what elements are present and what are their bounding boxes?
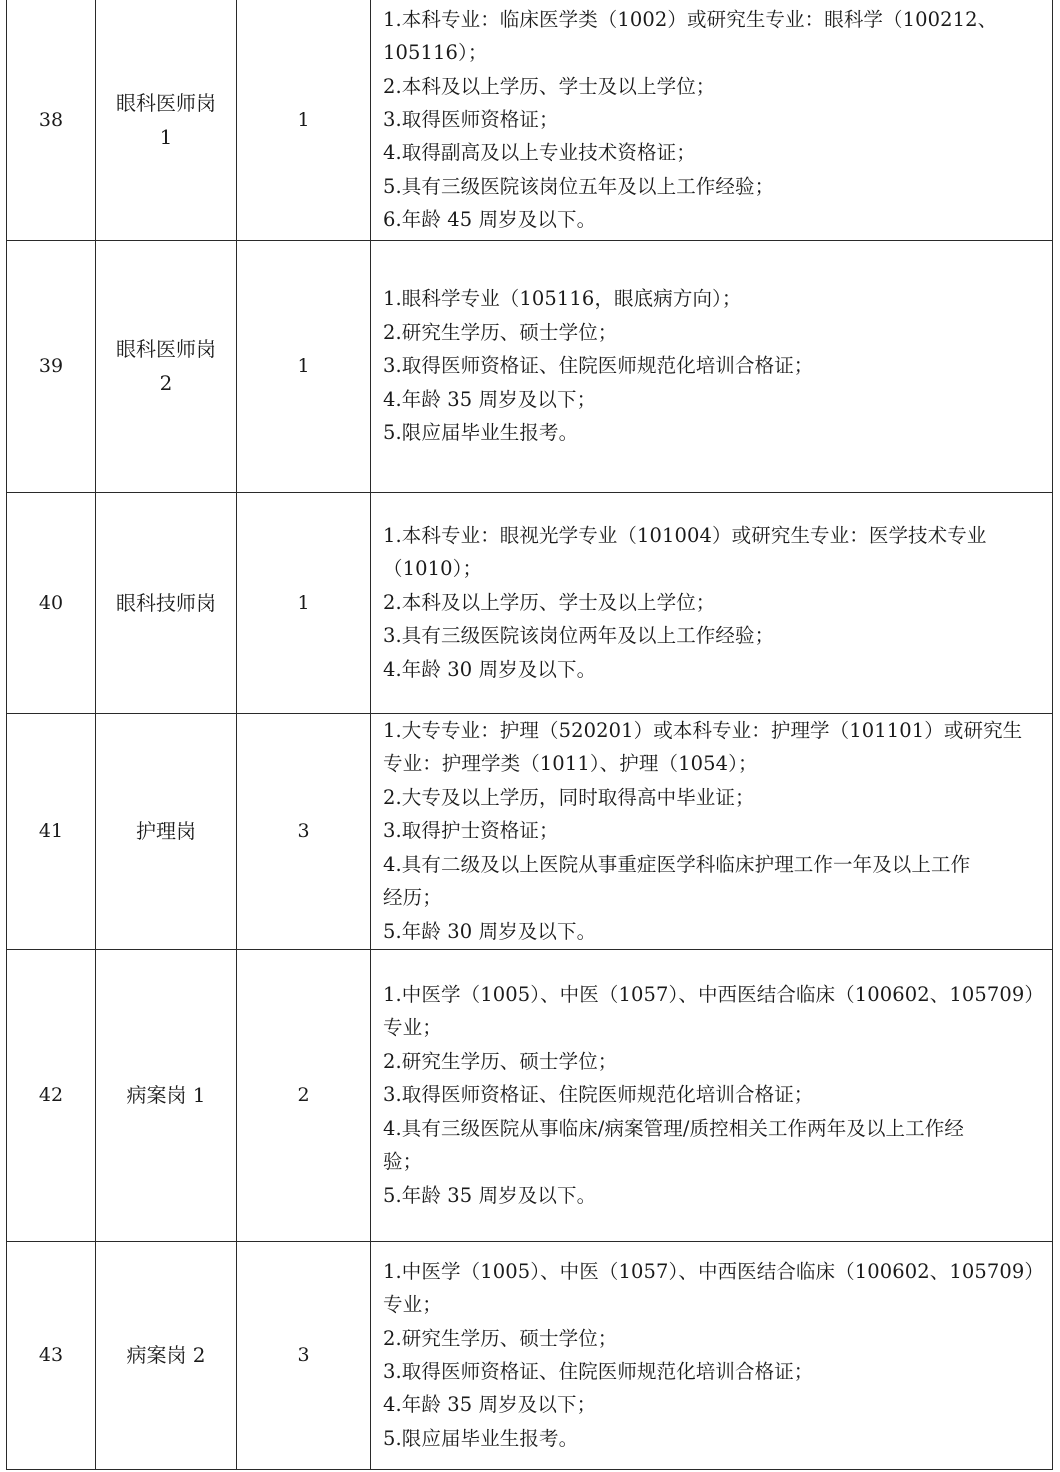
headcount-cell: 1 [237, 240, 371, 492]
row-number-cell: 40 [7, 492, 96, 713]
requirement-line: 2.本科及以上学历、学士及以上学位； [383, 74, 716, 98]
requirement-line: 专业：护理学类（1011）、护理（1054）； [383, 752, 758, 776]
row-number-cell: 41 [7, 713, 96, 949]
post-name-cell [96, 949, 237, 1241]
requirement-line: 2.研究生学历、硕士学位； [383, 1049, 618, 1073]
requirement-line: 5.年龄 30 周岁及以下。 [383, 919, 597, 943]
requirement-line: 4.取得副高及以上专业技术资格证； [383, 141, 696, 165]
post-name-cell [96, 0, 237, 240]
requirements-cell [371, 0, 1053, 240]
requirement-line: 4.年龄 30 周岁及以下。 [383, 657, 597, 681]
requirement-line: 5.具有三级医院该岗位五年及以上工作经验； [383, 174, 775, 198]
headcount-cell: 2 [237, 949, 371, 1241]
table-row [7, 713, 1053, 949]
requirements-cell [371, 240, 1053, 492]
requirement-line: 经历； [383, 886, 442, 910]
table-row [7, 492, 1053, 713]
table-row [7, 1241, 1053, 1469]
post-name-cell [96, 240, 237, 492]
requirement-line: 1.中医学（1005）、中医（1057）、中西医结合临床（100602、105709） [383, 1259, 1045, 1283]
row-number-cell: 43 [7, 1241, 96, 1469]
post-name-line: 眼科医师岗 [116, 90, 216, 115]
requirement-line: 2.大专及以上学历，同时取得高中毕业证； [383, 785, 755, 809]
row-number-cell: 39 [7, 240, 96, 492]
requirement-line: 1.眼科学专业（105116，眼底病方向）； [383, 287, 742, 311]
post-name-cell [96, 713, 237, 949]
row-number-cell: 42 [7, 949, 96, 1241]
requirement-line: 4.具有二级及以上医院从事重症医学科临床护理工作一年及以上工作 [383, 852, 971, 876]
requirement-line: 3.取得护士资格证； [383, 819, 559, 843]
requirement-line: 专业； [383, 1016, 442, 1040]
requirement-line: 3.取得医师资格证、住院医师规范化培训合格证； [383, 354, 814, 378]
requirement-line: 3.取得医师资格证、住院医师规范化培训合格证； [383, 1360, 814, 1383]
post-name-cell [96, 1241, 237, 1469]
table-row [7, 0, 1053, 240]
requirement-line: 5.年龄 35 周岁及以下。 [383, 1183, 597, 1207]
requirement-line: 5.限应届毕业生报考。 [383, 421, 579, 445]
post-name-cell [96, 492, 237, 713]
post-name-line: 眼科技师岗 [116, 590, 216, 615]
requirement-line: 2.研究生学历、硕士学位； [383, 1326, 618, 1350]
requirement-line: 105116）； [383, 41, 488, 65]
requirement-line: 1.中医学（1005）、中医（1057）、中西医结合临床（100602、105709） [383, 983, 1045, 1007]
requirement-line: 3.取得医师资格证、住院医师规范化培训合格证； [383, 1083, 814, 1107]
post-name-line: 病案岗 2 [126, 1343, 206, 1367]
requirement-line: 6.年龄 45 周岁及以下。 [383, 208, 597, 232]
requirement-line: 3.取得医师资格证； [383, 108, 559, 132]
headcount-cell: 3 [237, 1241, 371, 1469]
post-name-line: 病案岗 1 [126, 1083, 206, 1107]
requirements-cell [371, 713, 1053, 949]
headcount-cell: 3 [237, 713, 371, 949]
requirement-line: 4.年龄 35 周岁及以下； [383, 387, 597, 411]
requirement-line: 验； [383, 1150, 423, 1174]
requirement-line: 5.限应届毕业生报考。 [383, 1426, 579, 1450]
requirements-cell [371, 949, 1053, 1241]
table-row [7, 949, 1053, 1241]
requirement-line: 3.具有三级医院该岗位两年及以上工作经验； [383, 624, 775, 648]
requirement-line: （1010）； [383, 557, 483, 581]
requirement-line: 专业； [383, 1293, 442, 1317]
row-number-cell: 38 [7, 0, 96, 240]
requirements-cell [371, 1241, 1053, 1469]
requirement-line: 2.本科及以上学历、学士及以上学位； [383, 590, 716, 614]
requirement-line: 4.具有三级医院从事临床/病案管理/质控相关工作两年及以上工作经 [383, 1116, 964, 1140]
requirement-line: 4.年龄 35 周岁及以下； [383, 1393, 597, 1417]
post-name-line: 护理岗 [136, 819, 196, 843]
post-name-line: 眼科医师岗 [116, 337, 216, 361]
post-name-line: 1 [159, 124, 173, 149]
table-row [7, 240, 1053, 492]
post-name-line: 2 [159, 371, 173, 395]
requirement-line: 1.本科专业：眼视光学专业（101004）或研究生专业：医学技术专业 [383, 523, 987, 547]
requirement-line: 2.研究生学历、硕士学位； [383, 320, 618, 344]
headcount-cell: 1 [237, 492, 371, 713]
requirements-cell [371, 492, 1053, 713]
headcount-cell: 1 [237, 0, 371, 240]
requirement-line: 1.大专专业：护理（520201）或本科专业：护理学（101101）或研究生 [383, 719, 1023, 743]
requirement-line: 1.本科专业：临床医学类（1002）或研究生专业：眼科学（100212、 [383, 7, 998, 31]
recruitment-table [6, 0, 1053, 1470]
